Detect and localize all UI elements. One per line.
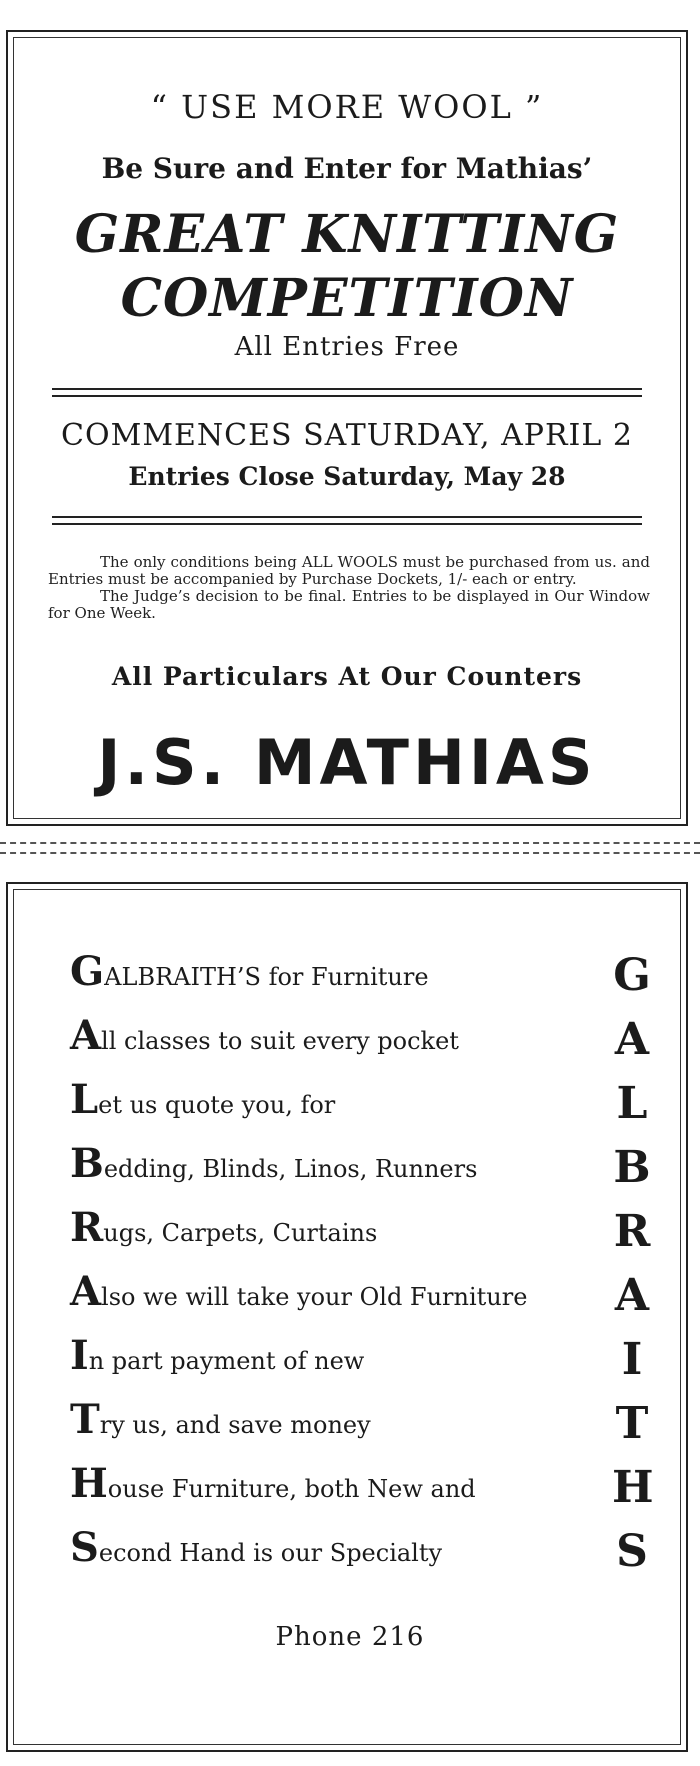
acrostic-line	[70, 1204, 377, 1251]
acrostic-letter: L	[616, 1078, 648, 1129]
line-initial: A	[70, 1268, 102, 1315]
store-name: J.S. MATHIAS	[97, 726, 597, 799]
acrostic-letter: T	[615, 1398, 649, 1449]
conditions-paragraph-2: The Judge’s decision to be final. Entries to be displayed in Our Window for One Week.	[48, 587, 650, 622]
double-rule-top	[52, 388, 642, 397]
acrostic-line	[70, 1460, 476, 1507]
line-text: edding, Blinds, Linos, Runners	[103, 1155, 478, 1183]
line-text: ll classes to suit every pocket	[101, 1027, 459, 1055]
enter-line: Be Sure and Enter for Mathias’	[101, 152, 593, 185]
particulars-line: All Particulars At Our Counters	[111, 662, 583, 691]
acrostic-line	[70, 948, 429, 995]
column-separator-2	[0, 852, 700, 854]
acrostic-line	[70, 1076, 335, 1123]
line-text: ouse Furniture, both New and	[107, 1475, 476, 1503]
conditions-text	[48, 554, 650, 622]
line-initial: H	[70, 1460, 108, 1507]
commences-date: COMMENCES SATURDAY, APRIL 2	[61, 418, 633, 453]
mathias-advertisement	[6, 30, 688, 826]
headline-line-1: GREAT KNITTING	[74, 204, 620, 265]
acrostic-letter: S	[616, 1526, 648, 1577]
line-initial: L	[70, 1076, 99, 1123]
acrostic-letter: B	[613, 1142, 651, 1193]
line-initial: G	[70, 948, 105, 995]
line-text: et us quote you, for	[98, 1091, 336, 1119]
acrostic-letter: A	[614, 1014, 650, 1065]
line-initial: B	[70, 1140, 104, 1187]
double-rule-bottom	[52, 516, 642, 525]
acrostic-line	[70, 1524, 442, 1571]
line-initial: I	[70, 1332, 89, 1379]
line-text: econd Hand is our Specialty	[98, 1539, 443, 1567]
entries-close-date: Entries Close Saturday, May 28	[128, 462, 566, 491]
acrostic-letter: H	[612, 1462, 654, 1513]
acrostic-letter: I	[621, 1334, 643, 1385]
acrostic-line	[70, 1140, 477, 1187]
acrostic-line	[70, 1396, 371, 1443]
acrostic-line	[70, 1012, 459, 1059]
column-separator	[0, 842, 700, 844]
line-initial: A	[70, 1012, 102, 1059]
phone-number: Phone 216	[275, 1622, 425, 1652]
line-text: ry us, and save money	[99, 1411, 371, 1439]
line-initial: T	[70, 1396, 100, 1443]
line-text: ugs, Carpets, Curtains	[103, 1219, 378, 1247]
entries-free: All Entries Free	[234, 332, 460, 362]
slogan: “ USE MORE WOOL ”	[150, 88, 544, 126]
line-text: lso we will take your Old Furniture	[101, 1283, 528, 1311]
line-initial: S	[70, 1524, 99, 1571]
acrostic-letter: A	[614, 1270, 650, 1321]
line-text: ALBRAITH’S for Furniture	[104, 963, 429, 991]
headline-line-2: COMPETITION	[120, 268, 574, 329]
acrostic-letter: R	[613, 1206, 651, 1257]
conditions-paragraph-1: The only conditions being ALL WOOLS must be purchased from us. and Entries must be accompanied by Purchase Dockets, 1/- each or entry.	[48, 553, 650, 588]
line-initial: R	[70, 1204, 104, 1251]
acrostic-line	[70, 1332, 364, 1379]
acrostic-line	[70, 1268, 527, 1315]
acrostic-letter: G	[613, 950, 651, 1001]
line-text: n part payment of new	[88, 1347, 365, 1375]
